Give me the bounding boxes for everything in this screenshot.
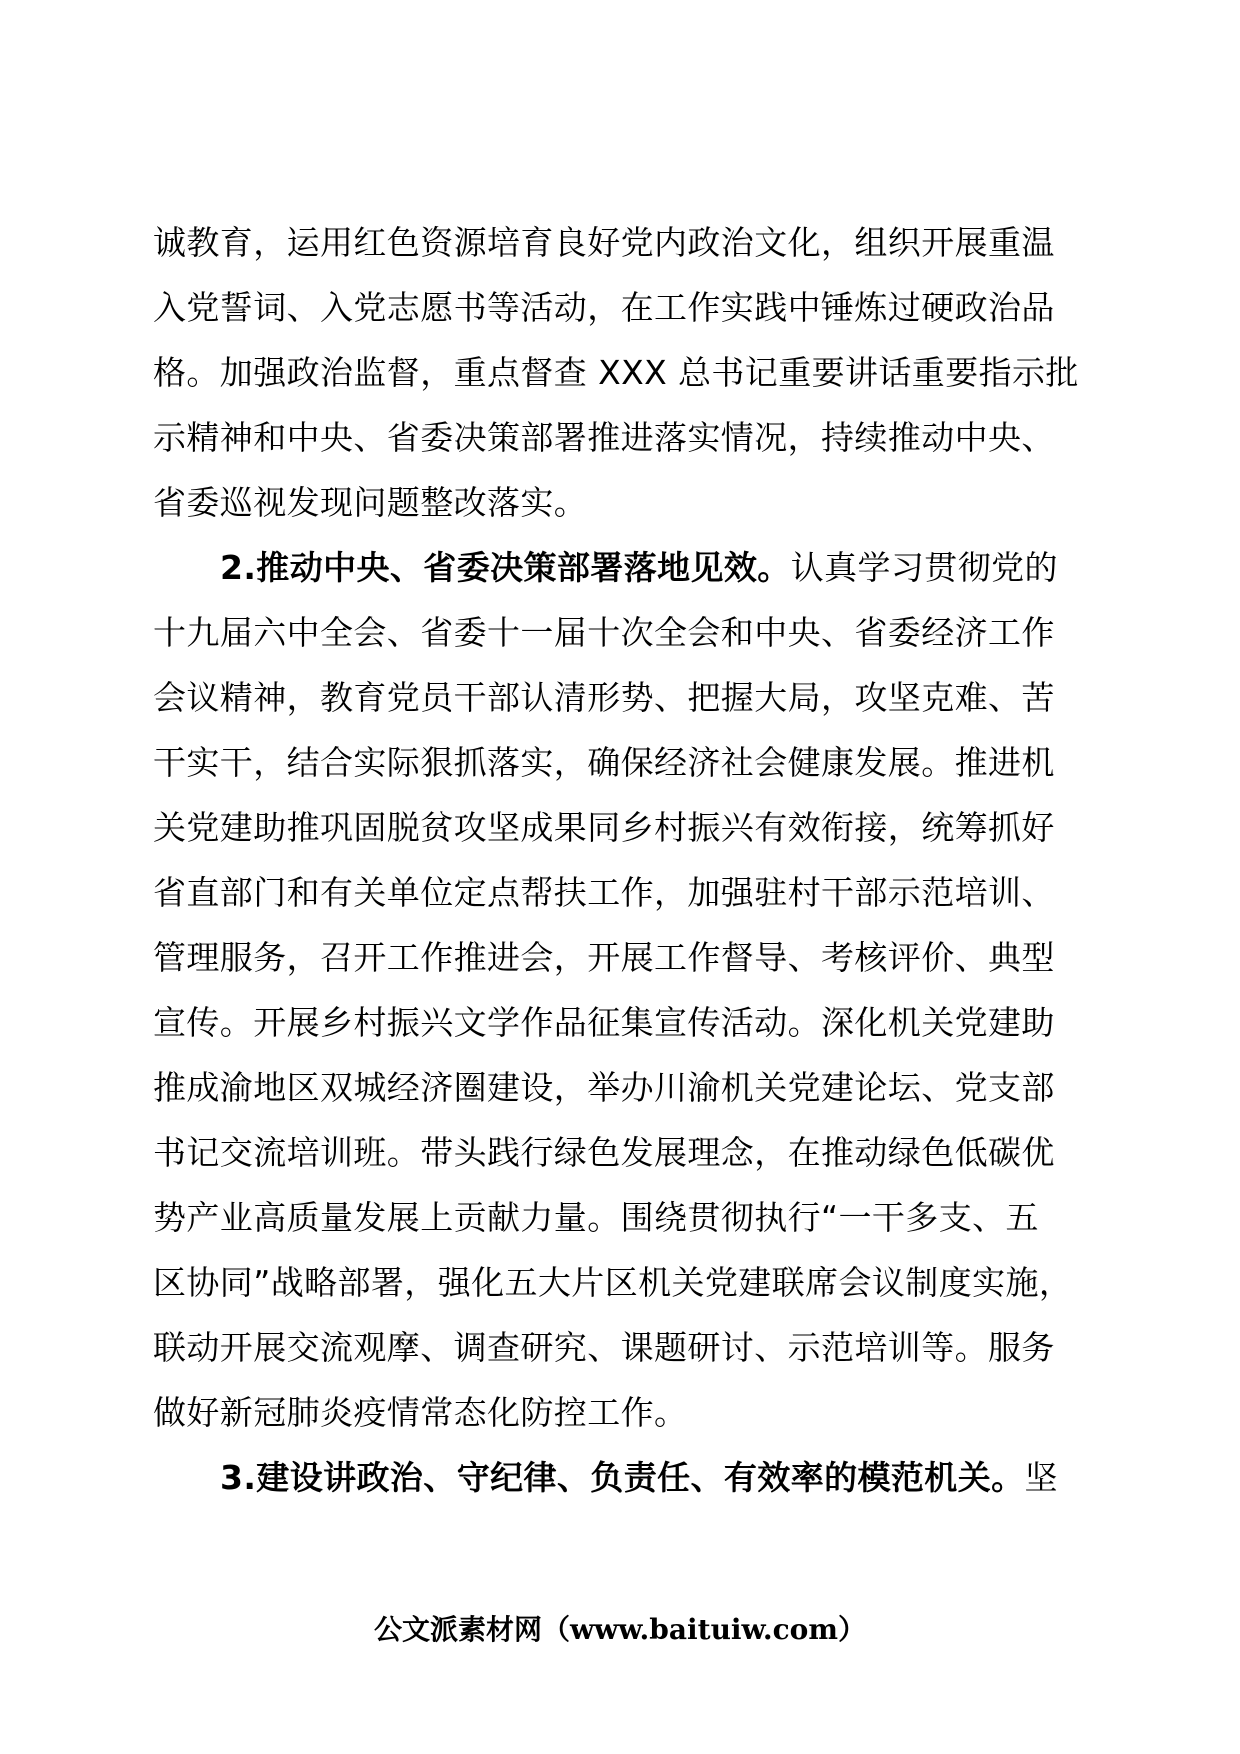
paragraph-1-line-5: 省委巡视发现问题整改落实。 [153, 483, 588, 522]
paragraph-2-line-13: 联动开展交流观摩、调查研究、课题研讨、示范培训等。服务 [153, 1328, 1055, 1367]
paragraph-2-heading: 2.推动中央、省委决策部署落地见效。 [220, 548, 791, 587]
paragraph-2-line-5: 关党建助推巩固脱贫攻坚成果同乡村振兴有效衔接，统筹抓好 [153, 808, 1055, 847]
paragraph-2-line-11: 势产业高质量发展上贡献力量。围绕贯彻执行“一干多支、五 [153, 1198, 1039, 1237]
paragraph-1-line-1: 诚教育，运用红色资源培育良好党内政治文化，组织开展重温 [153, 223, 1055, 262]
paragraph-2-line-3: 会议精神，教育党员干部认清形势、把握大局，攻坚克难、苦 [153, 678, 1055, 717]
paragraph-1-line-3: 格。加强政治监督，重点督查 XXX 总书记重要讲话重要指示批 [153, 353, 1079, 392]
paragraph-2-line-10: 书记交流培训班。带头践行绿色发展理念，在推动绿色低碳优 [153, 1133, 1055, 1172]
paragraph-1-line-4: 示精神和中央、省委决策部署推进落实情况，持续推动中央、 [153, 418, 1055, 457]
paragraph-2-first-line [220, 548, 1058, 588]
paragraph-2-line-12: 区协同”战略部署，强化五大片区机关党建联席会议制度实施， [153, 1263, 1073, 1302]
paragraph-2-line-7: 管理服务，召开工作推进会，开展工作督导、考核评价、典型 [153, 938, 1055, 977]
paragraph-2-line-9: 推成渝地区双城经济圈建设，举办川渝机关党建论坛、党支部 [153, 1068, 1055, 1107]
footer-watermark: 公文派素材网（www.baituiw.com） [374, 1613, 866, 1646]
paragraph-3-heading: 3.建设讲政治、守纪律、负责任、有效率的模范机关。 [220, 1458, 1025, 1497]
paragraph-3-first-line [220, 1458, 1058, 1498]
paragraph-2-line-8: 宣传。开展乡村振兴文学作品征集宣传活动。深化机关党建助 [153, 1003, 1055, 1042]
paragraph-2-line-6: 省直部门和有关单位定点帮扶工作，加强驻村干部示范培训、 [153, 873, 1055, 912]
paragraph-2-line-14: 做好新冠肺炎疫情常态化防控工作。 [153, 1393, 688, 1432]
paragraph-2-line-4: 干实干，结合实际狠抓落实，确保经济社会健康发展。推进机 [153, 743, 1055, 782]
paragraph-2-first-line-text: 认真学习贯彻党的 [790, 548, 1058, 587]
paragraph-1-line-2: 入党誓词、入党志愿书等活动，在工作实践中锤炼过硬政治品 [153, 288, 1055, 327]
paragraph-3-first-line-text: 坚 [1024, 1458, 1058, 1497]
paragraph-2-line-2: 十九届六中全会、省委十一届十次全会和中央、省委经济工作 [153, 613, 1055, 652]
